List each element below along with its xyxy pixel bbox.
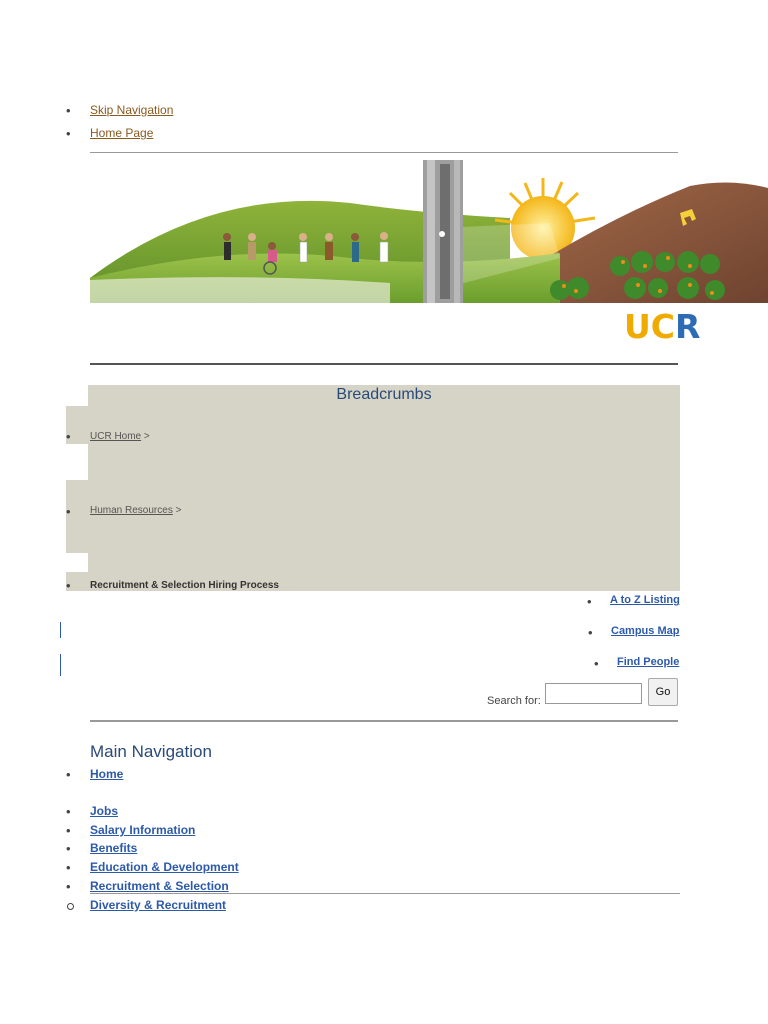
ucr-logo[interactable]: UCR: [624, 307, 701, 346]
list-bullet: •: [66, 879, 71, 894]
text-caret: [60, 622, 61, 638]
list-bullet: •: [594, 656, 599, 671]
search-go-button[interactable]: Go: [648, 678, 678, 706]
a-to-z-listing-link[interactable]: A to Z Listing: [610, 594, 680, 606]
header-banner: [90, 158, 768, 303]
campus-map-link[interactable]: Campus Map: [611, 625, 680, 637]
list-bullet: •: [66, 841, 71, 856]
divider: [90, 893, 680, 894]
breadcrumb-human-resources-link[interactable]: Human Resources: [90, 505, 173, 516]
breadcrumb-current: Recruitment & Selection Hiring Process: [90, 580, 279, 591]
nav-jobs-link[interactable]: Jobs: [90, 804, 119, 818]
list-bullet: •: [66, 504, 71, 519]
list-bullet: •: [587, 594, 592, 609]
search-label: Search for:: [487, 695, 541, 707]
home-page-link[interactable]: Home Page: [90, 126, 154, 140]
list-bullet: •: [66, 578, 71, 593]
list-bullet: •: [66, 860, 71, 875]
breadcrumb-item: Human Resources >: [90, 505, 182, 516]
list-bullet: •: [66, 126, 71, 141]
list-bullet: •: [66, 804, 71, 819]
list-bullet: •: [66, 767, 71, 782]
skip-navigation-link[interactable]: Skip Navigation: [90, 103, 174, 117]
nav-benefits-link[interactable]: Benefits: [90, 841, 138, 855]
list-bullet: •: [66, 823, 71, 838]
divider: [90, 152, 678, 153]
nav-recruitment-selection-link[interactable]: Recruitment & Selection: [90, 879, 229, 893]
list-bullet: •: [66, 103, 71, 118]
nav-diversity-recruitment-link[interactable]: Diversity & Recruitment: [90, 898, 227, 912]
breadcrumbs-heading: Breadcrumbs: [336, 386, 432, 403]
nav-education-development-link[interactable]: Education & Development: [90, 860, 239, 874]
find-people-link[interactable]: Find People: [617, 656, 680, 668]
search-input[interactable]: [545, 683, 642, 704]
main-navigation-heading: Main Navigation: [90, 742, 212, 761]
divider: [90, 720, 678, 722]
divider: [90, 363, 678, 365]
sub-list-bullet: [67, 903, 74, 910]
text-caret: [60, 654, 61, 676]
list-bullet: •: [588, 625, 593, 640]
breadcrumb-item: UCR Home >: [90, 431, 150, 442]
list-bullet: •: [66, 429, 71, 444]
nav-home-link[interactable]: Home: [90, 767, 124, 781]
campus-illustration: [90, 158, 768, 303]
breadcrumbs-panel: [88, 385, 680, 591]
breadcrumb-ucr-home-link[interactable]: UCR Home: [90, 431, 142, 442]
nav-salary-information-link[interactable]: Salary Information: [90, 823, 196, 837]
